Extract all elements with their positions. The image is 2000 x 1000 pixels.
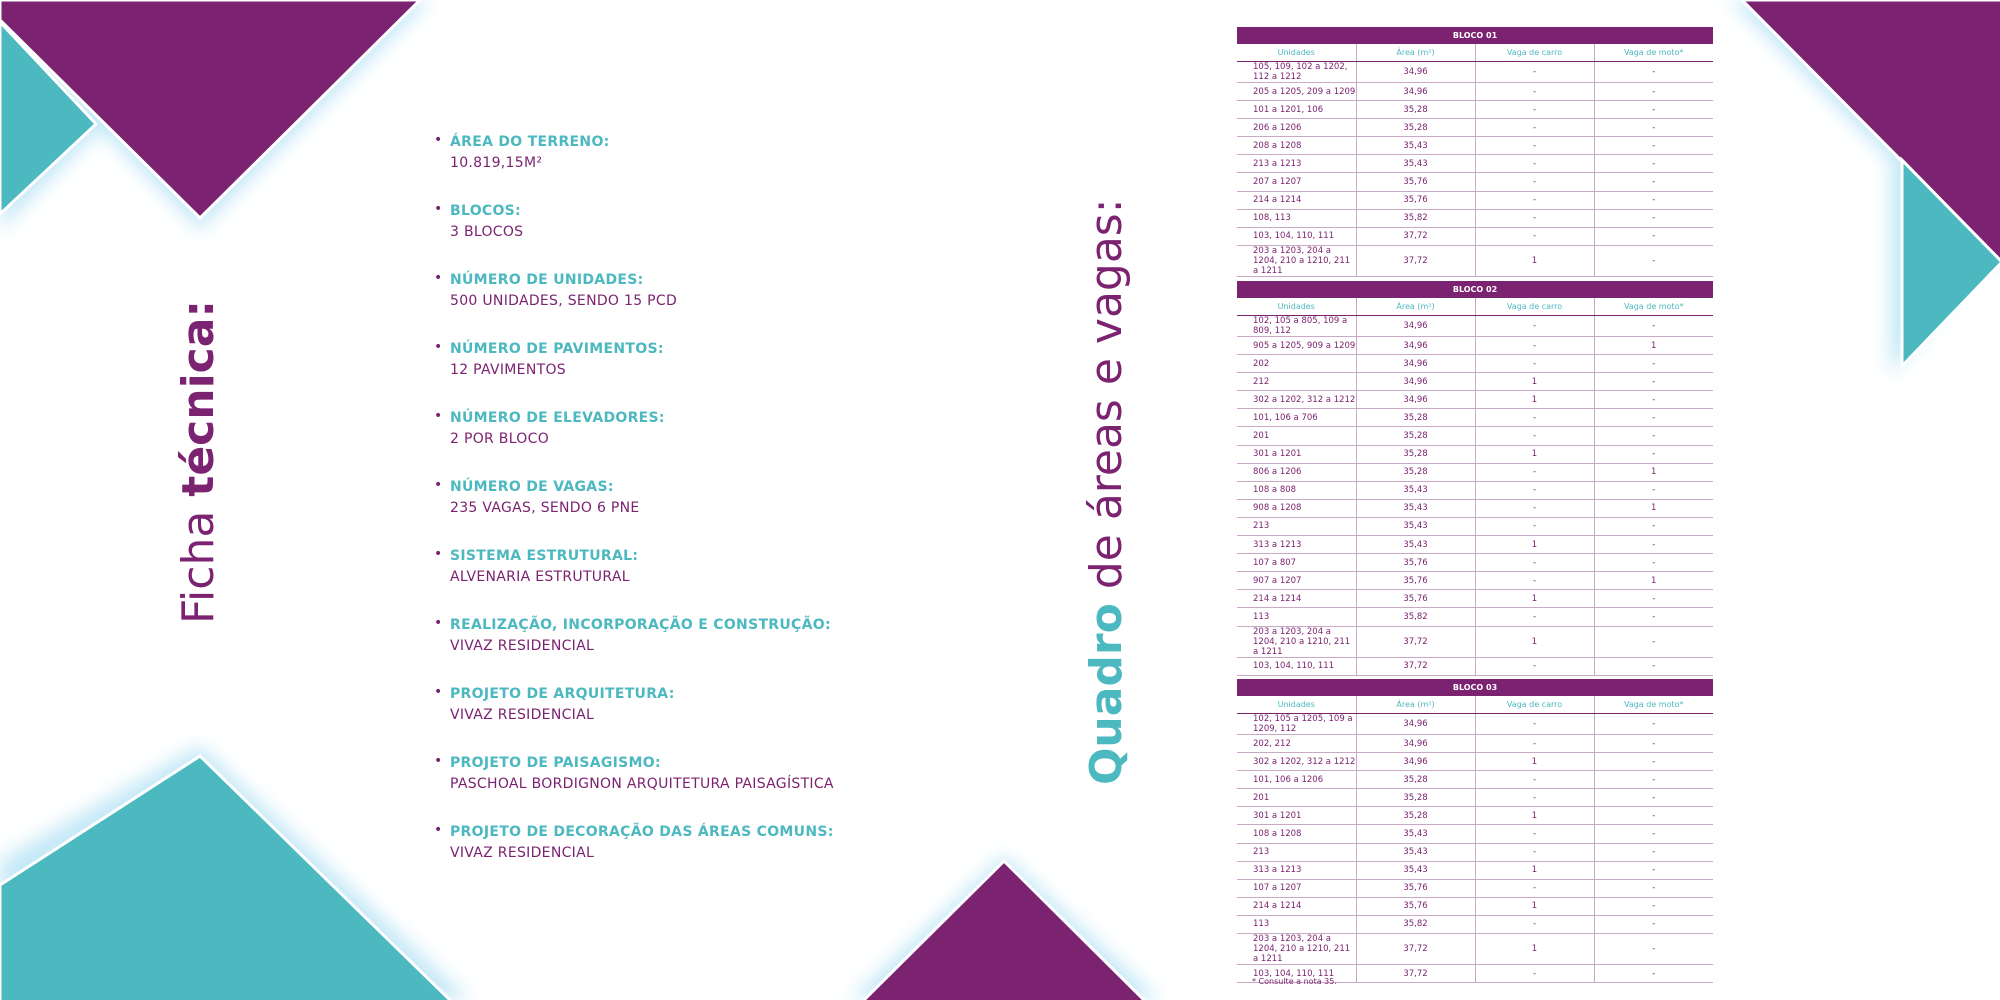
table-cell: 202 [1237, 355, 1356, 373]
table-cell: - [1594, 191, 1713, 209]
spec-item [432, 477, 992, 546]
table-cell: 108 a 1208 [1237, 825, 1356, 843]
table-cell: 1 [1475, 934, 1594, 965]
table-cell: - [1594, 227, 1713, 245]
bullet-icon: • [434, 753, 443, 769]
spec-value: VIVAZ RESIDENCIAL [450, 638, 595, 654]
table-cell: - [1475, 879, 1594, 897]
areas-table [1237, 281, 1713, 676]
table-cell: 102, 105 a 1205, 109 a 1209, 112 [1237, 714, 1356, 735]
table-cell: 213 a 1213 [1237, 155, 1356, 173]
areas-table [1237, 679, 1713, 983]
table-cell: 35,76 [1356, 590, 1475, 608]
table-cell: - [1594, 119, 1713, 137]
table-cell: - [1475, 481, 1594, 499]
table-row [1237, 463, 1713, 481]
table-cell: 1 [1594, 463, 1713, 481]
table-cell: - [1475, 137, 1594, 155]
quadro-title-light: de áreas e vagas: [1081, 198, 1132, 604]
table-cell: - [1475, 355, 1594, 373]
table-row [1237, 337, 1713, 355]
table-row [1237, 316, 1713, 337]
table-row [1237, 427, 1713, 445]
footnote: * Consulte a nota 35. [1252, 977, 1337, 986]
table-row [1237, 879, 1713, 897]
table-row [1237, 227, 1713, 245]
bullet-icon: • [434, 546, 443, 562]
table-cell: 35,28 [1356, 789, 1475, 807]
table-row [1237, 771, 1713, 789]
table-row [1237, 155, 1713, 173]
spec-value: 12 PAVIMENTOS [450, 362, 566, 378]
table-cell: - [1594, 245, 1713, 276]
column-header: Vaga de carro [1475, 298, 1594, 316]
spec-value: VIVAZ RESIDENCIAL [450, 845, 595, 861]
table-cell: 203 a 1203, 204 a 1204, 210 a 1210, 211 a 1211 [1237, 626, 1356, 657]
table-cell: 103, 104, 110, 111 [1237, 227, 1356, 245]
table-cell: - [1594, 173, 1713, 191]
table-cell: 202, 212 [1237, 735, 1356, 753]
table-cell: 907 a 1207 [1237, 572, 1356, 590]
spec-value: 3 BLOCOS [450, 224, 524, 240]
table-row [1237, 62, 1713, 83]
table-cell: - [1594, 409, 1713, 427]
table-cell: - [1475, 714, 1594, 735]
table-row [1237, 807, 1713, 825]
table-cell: - [1594, 590, 1713, 608]
table-cell: 35,28 [1356, 463, 1475, 481]
table-cell: 113 [1237, 915, 1356, 933]
table-cell: 34,96 [1356, 391, 1475, 409]
table-cell: - [1594, 481, 1713, 499]
bloco-03-table [1237, 679, 1713, 983]
table-cell: 35,43 [1356, 843, 1475, 861]
table-row [1237, 753, 1713, 771]
table-cell: 101, 106 a 1206 [1237, 771, 1356, 789]
table-cell: 206 a 1206 [1237, 119, 1356, 137]
table-cell: 1 [1475, 626, 1594, 657]
table-cell: 1 [1475, 445, 1594, 463]
table-cell: 35,43 [1356, 517, 1475, 535]
table-cell: 37,72 [1356, 934, 1475, 965]
table-cell: 37,72 [1356, 227, 1475, 245]
table-cell: 1 [1475, 753, 1594, 771]
spec-label: NÚMERO DE ELEVADORES: [450, 410, 665, 426]
table-cell: 105, 109, 102 a 1202, 112 a 1212 [1237, 62, 1356, 83]
table-cell: - [1594, 101, 1713, 119]
table-cell: 1 [1594, 499, 1713, 517]
table-row [1237, 714, 1713, 735]
table-cell: 37,72 [1356, 965, 1475, 983]
table-cell: 35,76 [1356, 173, 1475, 191]
column-header: Vaga de moto* [1594, 696, 1713, 714]
table-cell: - [1594, 861, 1713, 879]
table-row [1237, 897, 1713, 915]
column-header: Vaga de carro [1475, 696, 1594, 714]
table-cell: - [1594, 316, 1713, 337]
table-cell: - [1594, 373, 1713, 391]
table-row [1237, 626, 1713, 657]
table-cell: - [1475, 155, 1594, 173]
spec-value: 2 POR BLOCO [450, 431, 550, 447]
table-cell: - [1594, 789, 1713, 807]
bullet-icon: • [434, 684, 443, 700]
table-row [1237, 843, 1713, 861]
table-cell: 207 a 1207 [1237, 173, 1356, 191]
table-cell: 203 a 1203, 204 a 1204, 210 a 1210, 211 a 1211 [1237, 245, 1356, 276]
table-cell: - [1594, 965, 1713, 983]
bullet-icon: • [434, 408, 443, 424]
table-cell: - [1475, 517, 1594, 535]
table-cell: 101, 106 a 706 [1237, 409, 1356, 427]
table-cell: 35,43 [1356, 825, 1475, 843]
spec-item [432, 546, 992, 615]
table-cell: 35,76 [1356, 897, 1475, 915]
table-row [1237, 355, 1713, 373]
table-cell: 35,76 [1356, 554, 1475, 572]
table-row [1237, 517, 1713, 535]
table-cell: 108, 113 [1237, 209, 1356, 227]
bloco-header: BLOCO 01 [1237, 27, 1713, 44]
spec-item [432, 201, 992, 270]
table-cell: - [1475, 337, 1594, 355]
spec-item [432, 270, 992, 339]
table-cell: 203 a 1203, 204 a 1204, 210 a 1210, 211 a 1211 [1237, 934, 1356, 965]
table-cell: - [1594, 879, 1713, 897]
table-cell: - [1594, 536, 1713, 554]
table-cell: - [1475, 843, 1594, 861]
table-cell: 101 a 1201, 106 [1237, 101, 1356, 119]
table-cell: - [1475, 572, 1594, 590]
table-cell: 35,82 [1356, 915, 1475, 933]
spec-list [432, 132, 992, 891]
table-cell: 313 a 1213 [1237, 861, 1356, 879]
table-cell: 35,28 [1356, 409, 1475, 427]
table-row [1237, 409, 1713, 427]
table-cell: 1 [1475, 807, 1594, 825]
table-cell: - [1594, 391, 1713, 409]
table-cell: 35,28 [1356, 427, 1475, 445]
table-cell: 35,43 [1356, 481, 1475, 499]
table-cell: 35,76 [1356, 191, 1475, 209]
areas-table [1237, 27, 1713, 277]
bullet-icon: • [434, 822, 443, 838]
table-cell: 37,72 [1356, 657, 1475, 675]
spec-label: ÁREA DO TERRENO: [450, 134, 610, 150]
table-cell: 1 [1475, 536, 1594, 554]
table-cell: 34,96 [1356, 83, 1475, 101]
table-row [1237, 119, 1713, 137]
table-cell: - [1475, 227, 1594, 245]
table-cell: 113 [1237, 608, 1356, 626]
table-cell: 35,43 [1356, 861, 1475, 879]
table-cell: - [1475, 608, 1594, 626]
ficha-tecnica-title [173, 257, 225, 667]
table-cell: 103, 104, 110, 111 [1237, 965, 1356, 983]
table-cell: 1 [1594, 572, 1713, 590]
bloco-header: BLOCO 02 [1237, 281, 1713, 298]
table-cell: - [1475, 427, 1594, 445]
table-cell: - [1475, 657, 1594, 675]
table-row [1237, 191, 1713, 209]
table-cell: 301 a 1201 [1237, 807, 1356, 825]
table-cell: - [1594, 771, 1713, 789]
table-cell: - [1594, 427, 1713, 445]
table-cell: - [1475, 463, 1594, 481]
table-cell: 1 [1475, 245, 1594, 276]
table-cell: 201 [1237, 427, 1356, 445]
spec-label: REALIZAÇÃO, INCORPORAÇÃO E CONSTRUÇÃO: [450, 617, 831, 633]
spec-item [432, 408, 992, 477]
table-row [1237, 590, 1713, 608]
spec-item [432, 822, 992, 891]
table-cell: 34,96 [1356, 753, 1475, 771]
table-cell: 1 [1594, 337, 1713, 355]
table-cell: - [1594, 934, 1713, 965]
table-cell: 35,28 [1356, 807, 1475, 825]
table-cell: 302 a 1202, 312 a 1212 [1237, 391, 1356, 409]
column-header: Área (m²) [1356, 696, 1475, 714]
spec-value: 235 VAGAS, SENDO 6 PNE [450, 500, 640, 516]
table-cell: 35,43 [1356, 155, 1475, 173]
table-row [1237, 391, 1713, 409]
spec-item [432, 132, 992, 201]
table-cell: - [1594, 714, 1713, 735]
column-header: Vaga de moto* [1594, 44, 1713, 62]
column-header: Área (m²) [1356, 298, 1475, 316]
table-cell: 35,28 [1356, 445, 1475, 463]
table-cell: 102, 105 a 805, 109 a 809, 112 [1237, 316, 1356, 337]
spec-label: PROJETO DE PAISAGISMO: [450, 755, 661, 771]
table-cell: - [1475, 554, 1594, 572]
bullet-icon: • [434, 132, 443, 148]
table-cell: 1 [1475, 861, 1594, 879]
table-row [1237, 173, 1713, 191]
table-cell: - [1594, 657, 1713, 675]
table-cell: 214 a 1214 [1237, 590, 1356, 608]
column-header: Unidades [1237, 44, 1356, 62]
table-cell: 313 a 1213 [1237, 536, 1356, 554]
table-row [1237, 789, 1713, 807]
table-cell: 35,43 [1356, 499, 1475, 517]
table-cell: - [1594, 445, 1713, 463]
table-row [1237, 137, 1713, 155]
table-cell: - [1594, 626, 1713, 657]
table-cell: - [1475, 965, 1594, 983]
table-cell: 108 a 808 [1237, 481, 1356, 499]
table-row [1237, 861, 1713, 879]
table-cell: 35,76 [1356, 572, 1475, 590]
table-row [1237, 499, 1713, 517]
spec-value: VIVAZ RESIDENCIAL [450, 707, 595, 723]
table-cell: - [1475, 409, 1594, 427]
table-cell: - [1594, 915, 1713, 933]
bullet-icon: • [434, 201, 443, 217]
spec-value: ALVENARIA ESTRUTURAL [450, 569, 630, 585]
table-cell: - [1475, 735, 1594, 753]
table-row [1237, 536, 1713, 554]
column-header: Unidades [1237, 298, 1356, 316]
table-cell: 107 a 807 [1237, 554, 1356, 572]
table-cell: 213 [1237, 517, 1356, 535]
table-cell: 37,72 [1356, 626, 1475, 657]
table-cell: 1 [1475, 373, 1594, 391]
bullet-icon: • [434, 615, 443, 631]
table-cell: - [1594, 62, 1713, 83]
table-cell: - [1594, 209, 1713, 227]
spec-label: SISTEMA ESTRUTURAL: [450, 548, 639, 564]
table-cell: - [1475, 83, 1594, 101]
table-row [1237, 934, 1713, 965]
table-cell: 35,28 [1356, 119, 1475, 137]
spec-label: BLOCOS: [450, 203, 521, 219]
table-cell: 34,96 [1356, 735, 1475, 753]
table-cell: - [1594, 897, 1713, 915]
table-cell: 302 a 1202, 312 a 1212 [1237, 753, 1356, 771]
table-cell: 212 [1237, 373, 1356, 391]
table-cell: - [1475, 209, 1594, 227]
table-cell: 103, 104, 110, 111 [1237, 657, 1356, 675]
table-cell: - [1475, 499, 1594, 517]
spec-value: 10.819,15M² [450, 155, 543, 171]
quadro-title [1081, 198, 1135, 785]
table-cell: 107 a 1207 [1237, 879, 1356, 897]
table-cell: - [1594, 83, 1713, 101]
table-row [1237, 481, 1713, 499]
table-cell: 35,82 [1356, 209, 1475, 227]
table-cell: - [1594, 825, 1713, 843]
column-header: Unidades [1237, 696, 1356, 714]
table-cell: 34,96 [1356, 714, 1475, 735]
table-cell: 34,96 [1356, 337, 1475, 355]
bullet-icon: • [434, 339, 443, 355]
table-cell: - [1594, 137, 1713, 155]
table-cell: 905 a 1205, 909 a 1209 [1237, 337, 1356, 355]
table-row [1237, 657, 1713, 675]
table-cell: - [1475, 771, 1594, 789]
table-row [1237, 554, 1713, 572]
table-cell: 34,96 [1356, 62, 1475, 83]
table-cell: 1 [1475, 897, 1594, 915]
table-cell: - [1594, 155, 1713, 173]
table-cell: 35,82 [1356, 608, 1475, 626]
table-cell: - [1594, 517, 1713, 535]
column-header: Vaga de carro [1475, 44, 1594, 62]
table-cell: 214 a 1214 [1237, 897, 1356, 915]
table-cell: 301 a 1201 [1237, 445, 1356, 463]
spec-label: NÚMERO DE UNIDADES: [450, 272, 644, 288]
table-row [1237, 445, 1713, 463]
table-cell: - [1475, 915, 1594, 933]
spec-label: NÚMERO DE PAVIMENTOS: [450, 341, 664, 357]
spec-item [432, 684, 992, 753]
table-cell: - [1475, 825, 1594, 843]
table-cell: - [1475, 789, 1594, 807]
table-cell: 35,43 [1356, 536, 1475, 554]
table-cell: 806 a 1206 [1237, 463, 1356, 481]
bullet-icon: • [434, 477, 443, 493]
spec-label: PROJETO DE DECORAÇÃO DAS ÁREAS COMUNS: [450, 824, 834, 840]
table-cell: 213 [1237, 843, 1356, 861]
table-cell: - [1594, 554, 1713, 572]
bloco-header: BLOCO 03 [1237, 679, 1713, 696]
table-cell: 34,96 [1356, 355, 1475, 373]
table-row [1237, 572, 1713, 590]
table-cell: 35,43 [1356, 137, 1475, 155]
table-row [1237, 83, 1713, 101]
table-cell: 214 a 1214 [1237, 191, 1356, 209]
table-cell: 34,96 [1356, 373, 1475, 391]
quadro-title-bold: Quadro [1081, 603, 1132, 785]
table-cell: 35,28 [1356, 101, 1475, 119]
table-row [1237, 608, 1713, 626]
table-row [1237, 373, 1713, 391]
spec-item [432, 753, 992, 822]
table-cell: - [1475, 101, 1594, 119]
spec-value: 500 UNIDADES, SENDO 15 PCD [450, 293, 678, 309]
spec-item [432, 615, 992, 684]
table-row [1237, 825, 1713, 843]
table-cell: - [1594, 843, 1713, 861]
table-cell: - [1594, 608, 1713, 626]
spec-label: PROJETO DE ARQUITETURA: [450, 686, 675, 702]
table-row [1237, 915, 1713, 933]
table-cell: 34,96 [1356, 316, 1475, 337]
table-cell: 201 [1237, 789, 1356, 807]
table-cell: 205 a 1205, 209 a 1209 [1237, 83, 1356, 101]
spec-label: NÚMERO DE VAGAS: [450, 479, 614, 495]
bloco-01-table [1237, 27, 1713, 277]
table-cell: 37,72 [1356, 245, 1475, 276]
column-header: Vaga de moto* [1594, 298, 1713, 316]
bullet-icon: • [434, 270, 443, 286]
table-cell: - [1594, 807, 1713, 825]
ficha-title-light: Ficha [173, 496, 224, 625]
teal-triangle-bottom-left [0, 756, 452, 1000]
table-cell: - [1475, 119, 1594, 137]
table-cell: - [1594, 735, 1713, 753]
table-cell: 1 [1475, 391, 1594, 409]
table-cell: - [1594, 753, 1713, 771]
column-header: Área (m²) [1356, 44, 1475, 62]
ficha-title-bold: técnica: [173, 299, 224, 497]
table-cell: - [1594, 355, 1713, 373]
table-row [1237, 735, 1713, 753]
table-row [1237, 209, 1713, 227]
table-cell: - [1475, 62, 1594, 83]
table-cell: - [1475, 173, 1594, 191]
table-cell: 35,28 [1356, 771, 1475, 789]
table-cell: - [1475, 191, 1594, 209]
table-cell: 1 [1475, 590, 1594, 608]
table-cell: - [1475, 316, 1594, 337]
bloco-02-table [1237, 281, 1713, 676]
table-row [1237, 245, 1713, 276]
spec-value: PASCHOAL BORDIGNON ARQUITETURA PAISAGÍSTICA [450, 776, 834, 792]
table-cell: 908 a 1208 [1237, 499, 1356, 517]
spec-item [432, 339, 992, 408]
table-cell: 35,76 [1356, 879, 1475, 897]
table-cell: 208 a 1208 [1237, 137, 1356, 155]
table-row [1237, 101, 1713, 119]
